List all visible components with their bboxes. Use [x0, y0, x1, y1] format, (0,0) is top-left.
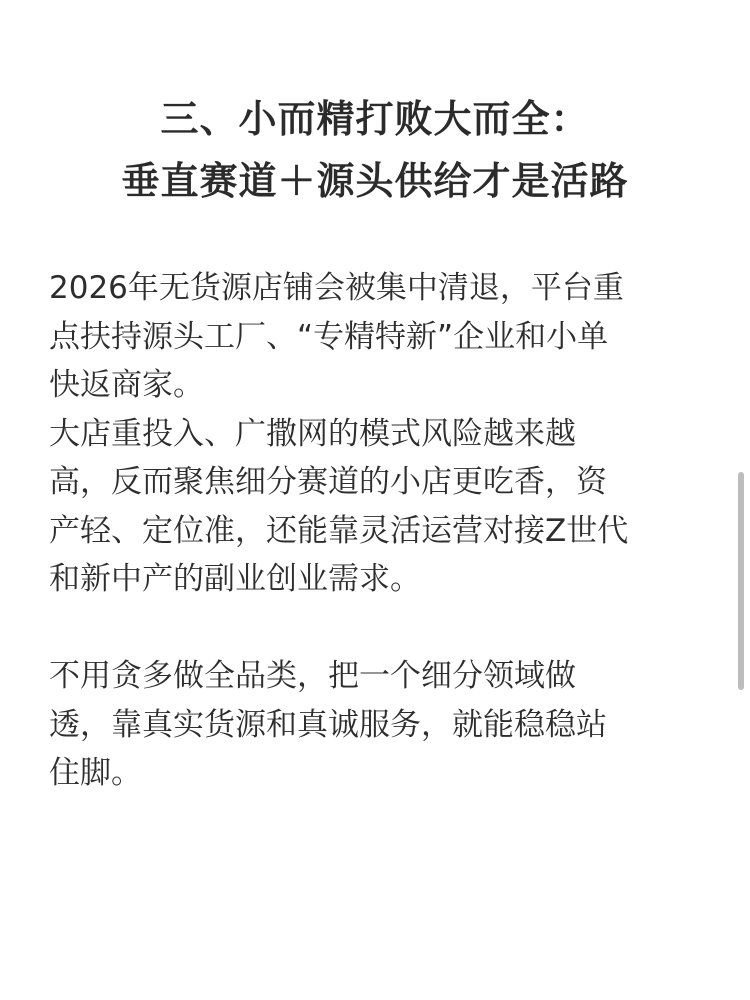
paragraph-3: [49, 652, 709, 798]
vertical-scrollbar[interactable]: [738, 472, 744, 690]
text-line: 高，反而聚焦细分赛道的小店更吃香，资: [49, 464, 607, 500]
text-line: 点扶持源头工厂、“专精特新”企业和小单: [49, 318, 609, 355]
paragraph-1: [49, 264, 709, 410]
paragraph-2: [49, 410, 709, 604]
title-line-1: 三、小而精打败大而全：: [160, 97, 590, 141]
text-line: 住脚。: [49, 755, 142, 791]
text-line: 大店重投入、广撒网的模式风险越来越: [49, 415, 576, 452]
text-line: 产轻、定位准，还能靠灵活运营对接Z世代: [49, 512, 629, 549]
title-line-2: 垂直赛道＋源头供给才是活路: [121, 159, 629, 203]
paragraph-gap: [49, 604, 709, 653]
text-line: 和新中产的副业创业需求。: [49, 561, 421, 597]
text-line: 透，靠真实货源和真诚服务，就能稳稳站: [49, 706, 607, 743]
text-line: 快返商家。: [49, 367, 204, 403]
article-title: [0, 88, 750, 212]
article-body: [49, 264, 709, 798]
text-line: 2026年无货源店铺会被集中清退，平台重: [49, 270, 624, 306]
text-line: 不用贪多做全品类，把一个细分领域做: [49, 658, 576, 694]
